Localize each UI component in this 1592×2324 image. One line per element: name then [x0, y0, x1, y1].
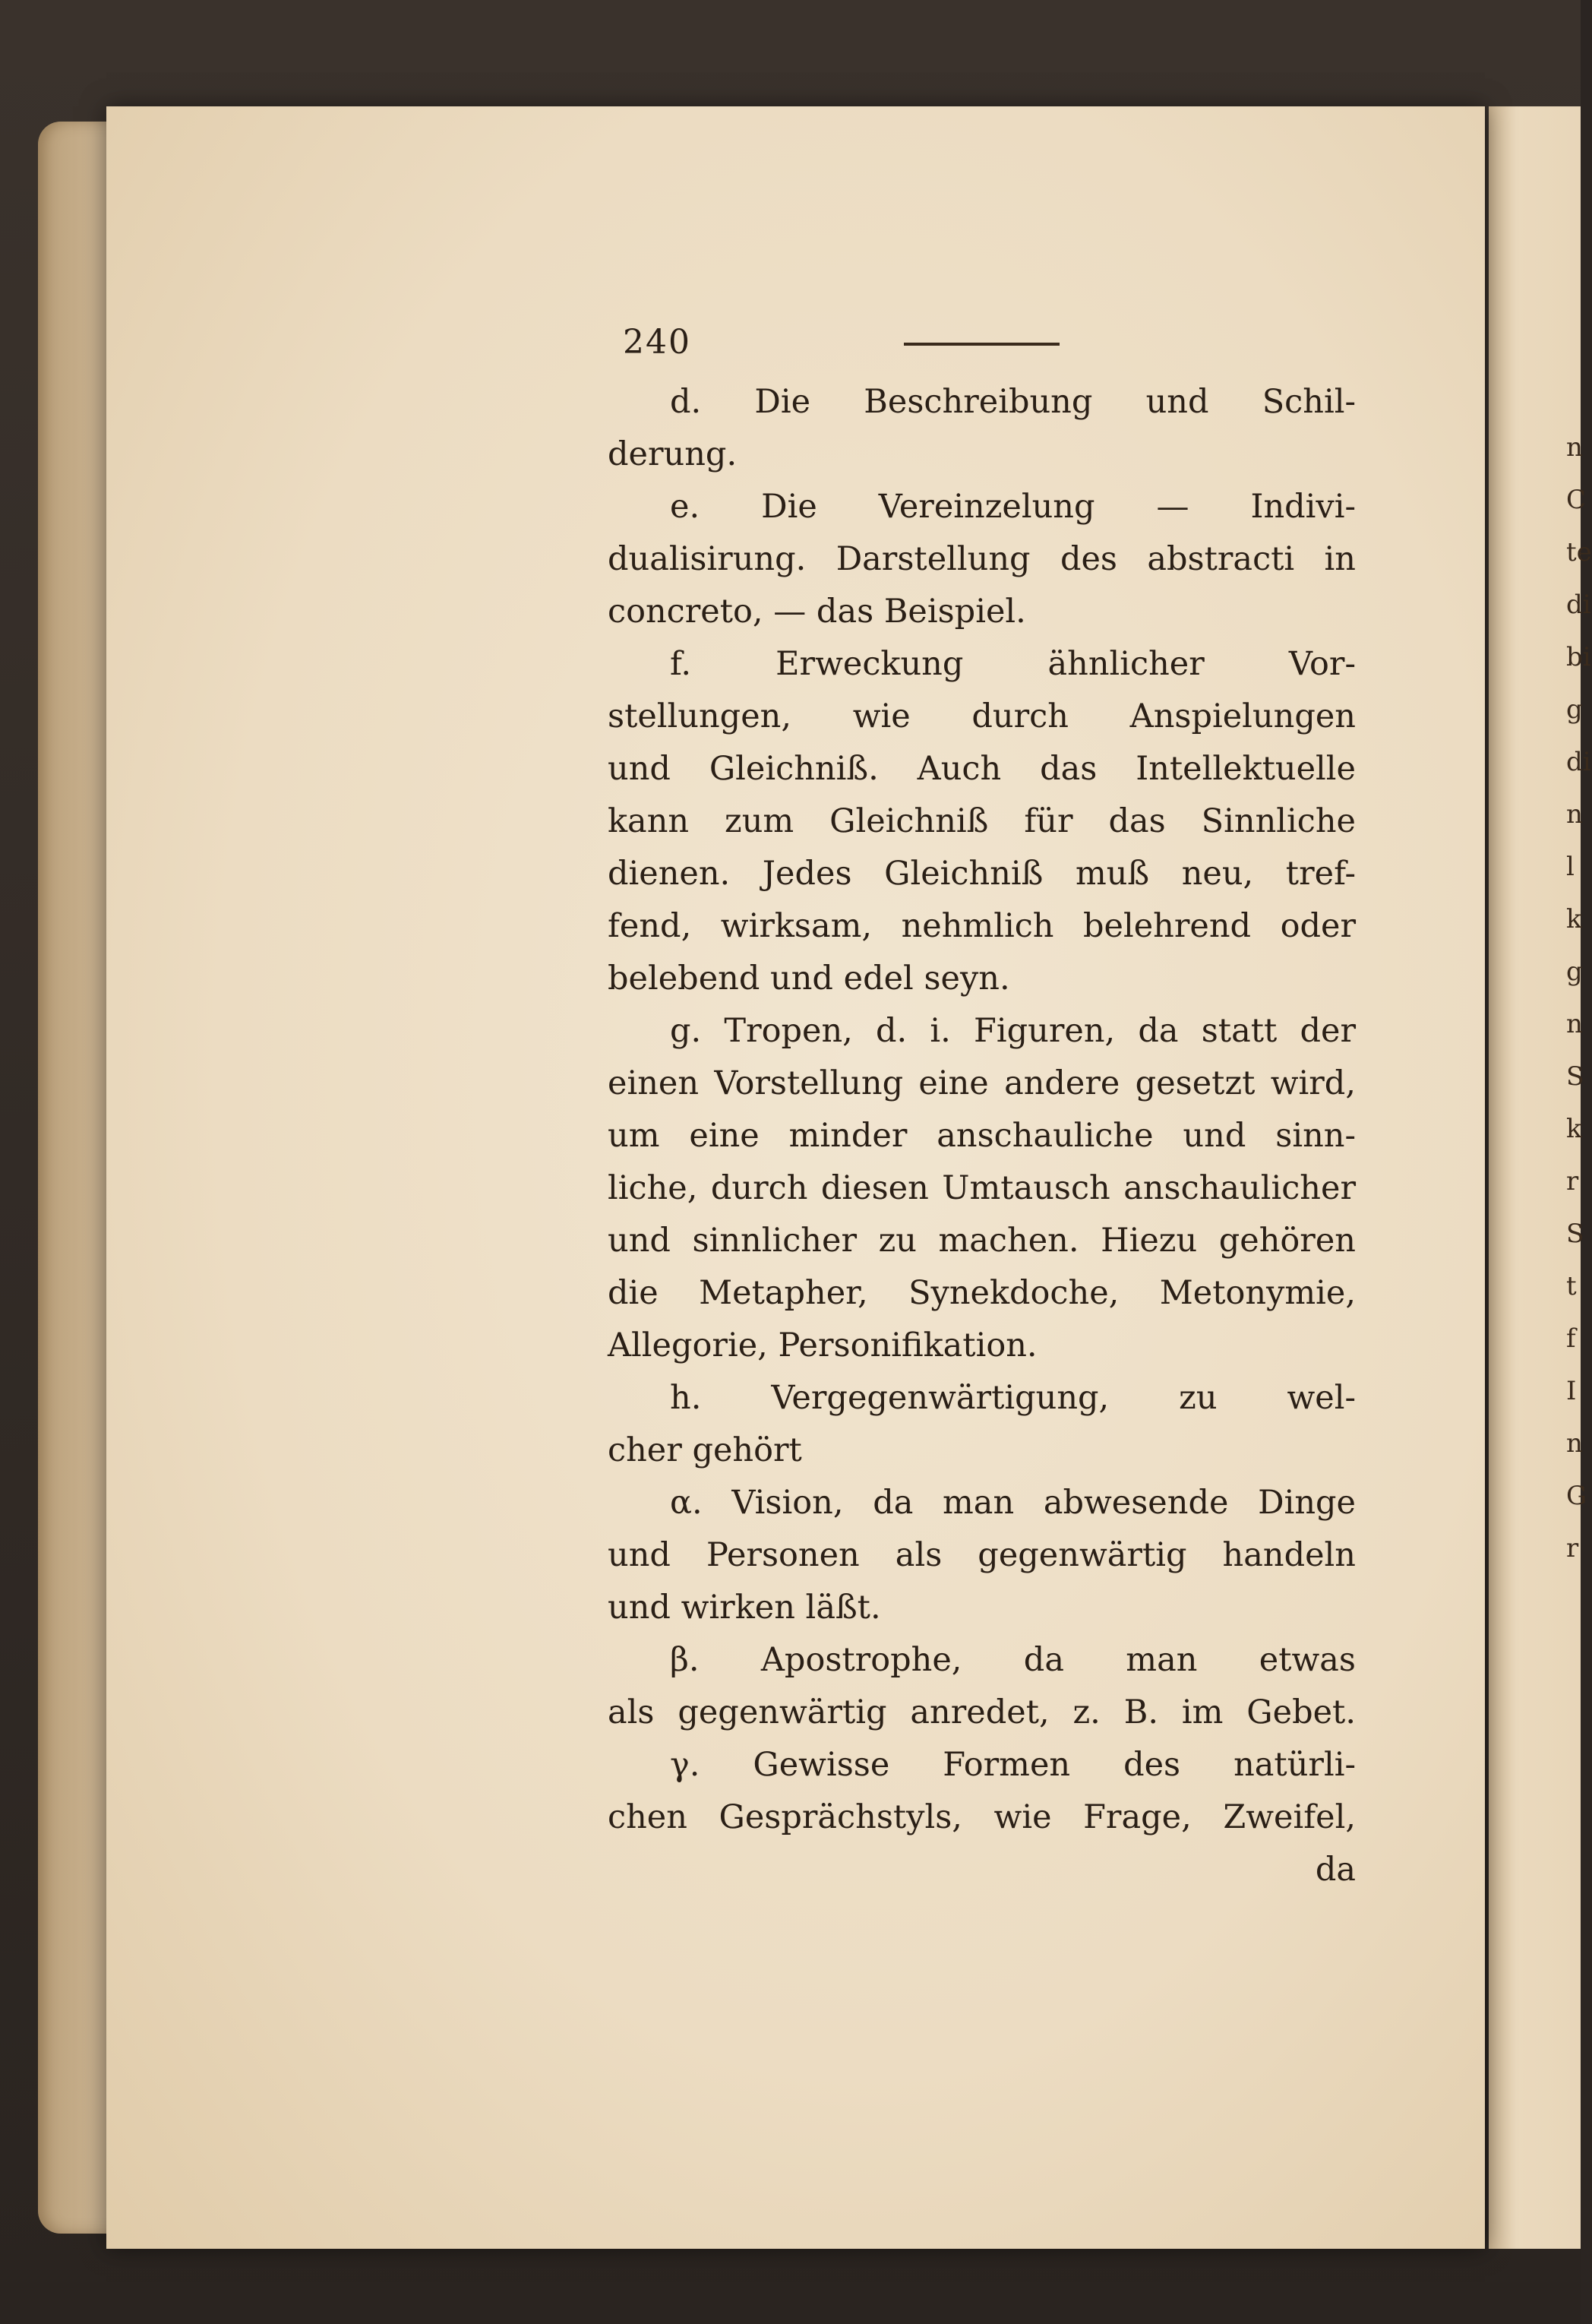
facing-page-fragment: S	[1566, 1061, 1584, 1092]
text-line: und sinnlicher zu machen. Hiezu gehören	[608, 1222, 1356, 1260]
facing-page-fragment: S	[1566, 1219, 1584, 1249]
facing-page-fragment: di	[1566, 590, 1591, 620]
facing-page-fragment: I	[1566, 1376, 1577, 1406]
text-line: und wirken läßt.	[608, 1589, 881, 1627]
text-line: g. Tropen, d. i. Figuren, da statt der	[670, 1012, 1356, 1050]
text-line: und Personen als gegenwärtig handeln	[608, 1536, 1356, 1574]
text-line: Allegorie, Personifikation.	[608, 1326, 1038, 1364]
facing-page-fragment: te	[1566, 537, 1592, 568]
facing-page-fragment: G	[1566, 1481, 1587, 1511]
text-line: dienen. Jedes Gleichniß muß neu, tref-	[608, 855, 1356, 893]
text-line: belebend und edel seyn.	[608, 960, 1010, 998]
facing-page-fragment: k	[1566, 1114, 1582, 1144]
page-header	[608, 315, 1356, 376]
facing-page-fragment: t	[1566, 1271, 1577, 1301]
facing-page-fragment: n	[1566, 1009, 1583, 1039]
text-line: um eine minder anschauliche und sinn-	[608, 1117, 1356, 1155]
facing-page-fragment: n	[1566, 799, 1583, 830]
text-line: β. Apostrophe, da man etwas	[670, 1641, 1356, 1679]
facing-page-fragment: C	[1566, 485, 1587, 515]
header-rule	[904, 343, 1060, 346]
facing-page-fragment: r	[1566, 1533, 1579, 1564]
text-body	[608, 376, 1356, 1844]
facing-page-fragment: di	[1566, 747, 1591, 777]
text-line: einen Vorstellung eine andere gesetzt wird,	[608, 1064, 1356, 1102]
text-line: γ. Gewisse Formen des natürli-	[670, 1746, 1356, 1784]
text-line: liche, durch diesen Umtausch anschaulicher	[608, 1169, 1356, 1207]
facing-page-fragment: r	[1566, 1166, 1579, 1197]
text-line: als gegenwärtig anredet, z. B. im Gebet.	[608, 1693, 1356, 1731]
facing-page-fragment: bi	[1566, 642, 1591, 672]
facing-page-fragment: g	[1566, 956, 1583, 987]
facing-page-fragment: g	[1566, 694, 1583, 725]
catchword: da	[1315, 1851, 1356, 1889]
text-line: dualisirung. Darstellung des abstracti in	[608, 540, 1356, 578]
text-line: fend, wirksam, nehmlich belehrend oder	[608, 907, 1356, 945]
text-line: h. Vergegenwärtigung, zu wel-	[670, 1379, 1356, 1417]
facing-page-fragment: l	[1566, 852, 1575, 882]
text-line: concreto, — das Beispiel.	[608, 593, 1026, 631]
text-line: und Gleichniß. Auch das Intellektuelle	[608, 750, 1356, 788]
text-line: derung.	[608, 435, 738, 473]
facing-page-fragment: n	[1566, 432, 1583, 463]
text-line: d. Die Beschreibung und Schil-	[670, 383, 1356, 421]
page-number: 240	[623, 323, 691, 362]
text-line: chen Gesprächstyls, wie Frage, Zweifel,	[608, 1798, 1356, 1836]
facing-page-fragment: k	[1566, 904, 1582, 934]
facing-page-fragment: n	[1566, 1428, 1583, 1459]
text-line: f. Erweckung ähnlicher Vor-	[670, 645, 1356, 683]
text-line: kann zum Gleichniß für das Sinnliche	[608, 802, 1356, 840]
text-line: stellungen, wie durch Anspielungen	[608, 697, 1356, 735]
text-line: e. Die Vereinzelung — Indivi-	[670, 488, 1356, 526]
text-line: α. Vision, da man abwesende Dinge	[670, 1484, 1356, 1522]
facing-page-fragments	[1566, 422, 1592, 1575]
facing-page-fragment: f	[1566, 1323, 1576, 1354]
page-content	[608, 315, 1356, 1896]
text-line: cher gehört	[608, 1431, 802, 1469]
text-line: die Metapher, Synekdoche, Metonymie,	[608, 1274, 1356, 1312]
